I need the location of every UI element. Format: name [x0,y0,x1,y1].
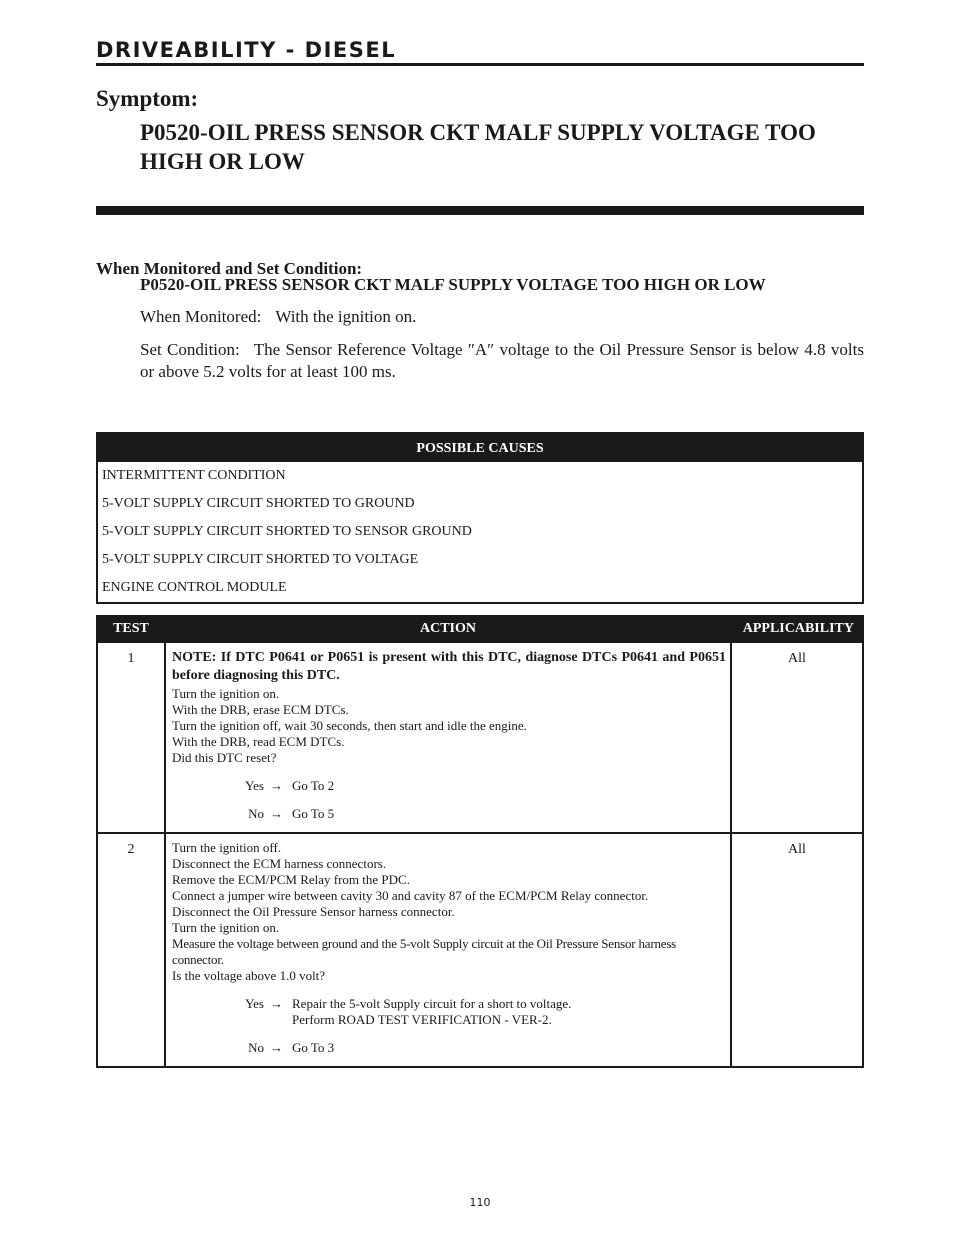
set-condition-text: The Sensor Reference Voltage ″A″ voltage to the Oil Pressure Sensor is below 4.8 volts or above 5.2 volts for at least 100 ms. [140,340,864,381]
yes-label: Yes [245,996,264,1011]
set-condition [140,339,864,383]
arrow-right-icon: → [270,996,283,1011]
action-step: Is the voltage above 1.0 volt? [172,968,326,983]
test-action [165,642,731,833]
test-action [165,833,731,1067]
symptom-label: Symptom: [96,86,199,111]
when-monitored-label: When Monitored: [140,307,262,326]
action-step: Turn the ignition on. [172,920,280,935]
yes-result [172,996,726,1028]
no-label: No [248,806,264,821]
monitor-heading: When Monitored and Set Condition: [96,259,363,278]
table-row [97,642,863,833]
yes-text-line: Repair the 5-volt Supply circuit for a short to voltage. [292,996,572,1011]
action-step: Connect a jumper wire between cavity 30 and cavity 87 of the ECM/PCM Relay connector. [172,888,649,903]
yes-text [292,996,726,1028]
possible-causes-box [96,432,864,604]
table-row [97,833,863,1067]
header-action: ACTION [165,616,731,642]
table-header-row [97,616,863,642]
header-applicability: APPLICABILITY [731,616,863,642]
cause-item: 5-VOLT SUPPLY CIRCUIT SHORTED TO SENSOR GROUND [102,524,472,539]
no-result [172,1040,726,1056]
action-step: Disconnect the Oil Pressure Sensor harness connector. [172,904,455,919]
cause-item: ENGINE CONTROL MODULE [102,580,287,595]
no-text: Go To 5 [292,806,335,821]
test-note: NOTE: If DTC P0641 or P0651 is present with this DTC, diagnose DTCs P0641 and P0651 before diagnosing this DTC. [172,650,726,683]
arrow-right-icon: → [270,778,283,793]
header-test: TEST [97,616,165,642]
action-step: Measure the voltage between ground and the 5-volt Supply circuit at the Oil Pressure Sensor harness connector. [172,936,677,967]
symptom-title: P0520-OIL PRESS SENSOR CKT MALF SUPPLY VOLTAGE TOO HIGH OR LOW [140,120,816,174]
no-result [172,806,726,822]
action-step: Turn the ignition off, wait 30 seconds, then start and idle the engine. [172,718,527,733]
yes-text: Go To 2 [292,778,335,793]
set-condition-label: Set Condition: [140,340,240,359]
no-text: Go To 3 [292,1040,335,1055]
possible-causes-heading: POSSIBLE CAUSES [98,434,862,462]
action-step: Disconnect the ECM harness connectors. [172,856,387,871]
cause-item: 5-VOLT SUPPLY CIRCUIT SHORTED TO VOLTAGE [102,552,419,567]
action-step: Did this DTC reset? [172,750,277,765]
arrow-right-icon: → [270,806,283,821]
arrow-right-icon: → [270,1040,283,1055]
monitor-body [140,274,864,383]
test-number: 1 [97,642,165,833]
action-step: With the DRB, erase ECM DTCs. [172,702,349,717]
yes-text-line: Perform ROAD TEST VERIFICATION - VER-2. [292,1012,552,1027]
action-step: Turn the ignition on. [172,686,280,701]
test-action-table [96,615,864,1068]
cause-item: INTERMITTENT CONDITION [102,468,286,483]
section-divider [96,206,864,215]
action-step: With the DRB, read ECM DTCs. [172,734,345,749]
page-number: 110 [469,1196,491,1209]
dtc-description: P0520-OIL PRESS SENSOR CKT MALF SUPPLY VOLTAGE TOO HIGH OR LOW [140,275,766,294]
test-applicability: All [731,642,863,833]
section-header-title: DRIVEABILITY - DIESEL [96,38,397,62]
action-step: Turn the ignition off. [172,840,282,855]
test-number: 2 [97,833,165,1067]
when-monitored-text: With the ignition on. [275,307,417,326]
no-label: No [248,1040,264,1055]
test-applicability: All [731,833,863,1067]
action-step: Remove the ECM/PCM Relay from the PDC. [172,872,410,887]
when-monitored [140,306,864,328]
cause-item: 5-VOLT SUPPLY CIRCUIT SHORTED TO GROUND [102,496,415,511]
yes-label: Yes [245,778,264,793]
yes-result [172,778,726,794]
header-rule [96,63,864,66]
